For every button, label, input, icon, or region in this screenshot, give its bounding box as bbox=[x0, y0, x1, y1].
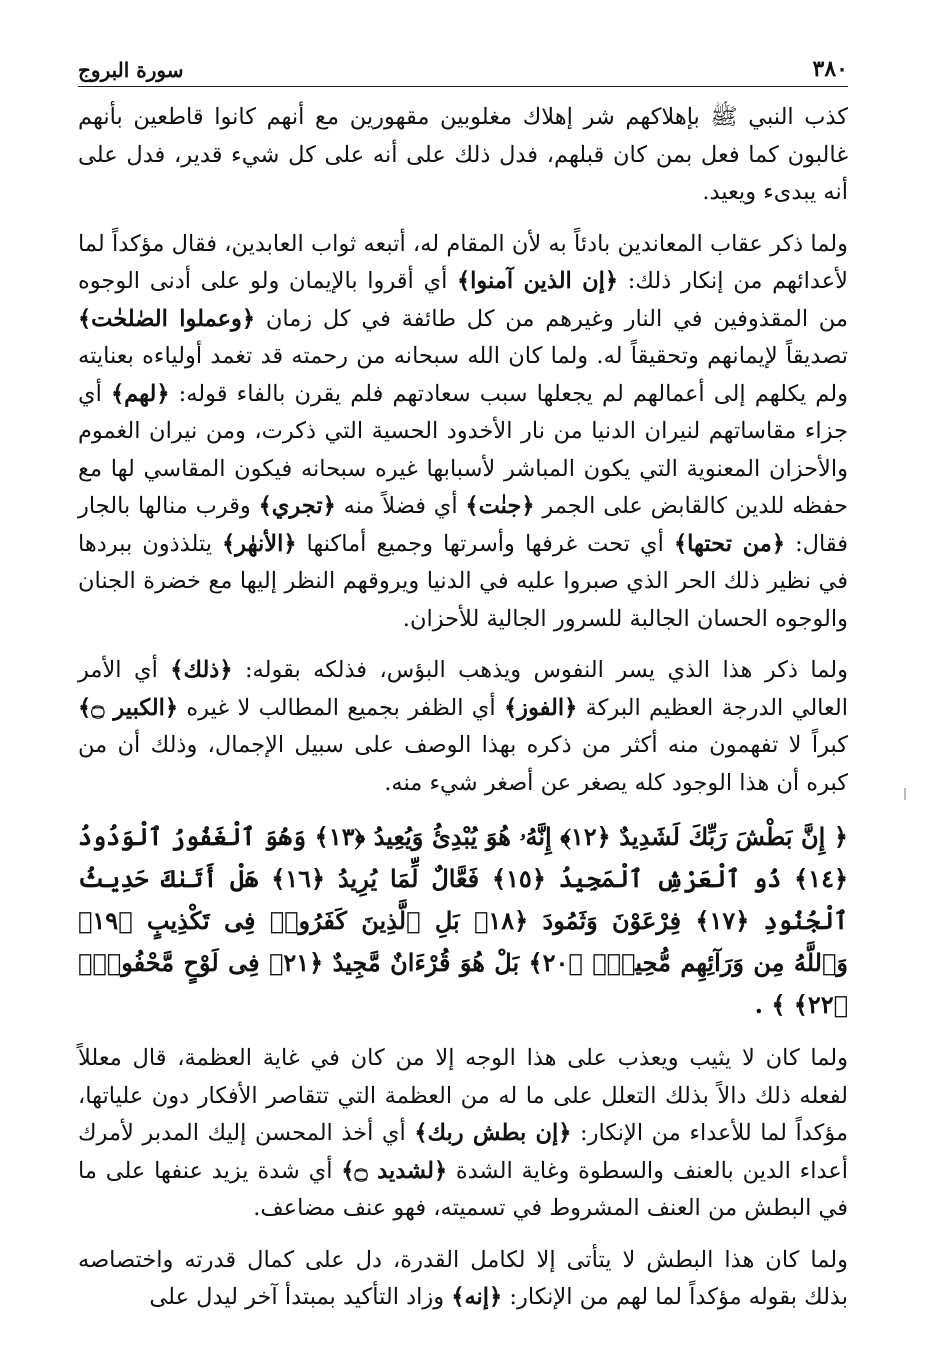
quran-quote: ﴿الأنهٰر﴾ bbox=[222, 530, 297, 557]
paragraph-text: أي أخذ المحسن إليك المدبر لأمرك أعداء الدين بالعنف والسطوة وغاية الشدة bbox=[78, 1120, 848, 1184]
quran-quote: ﴿لشديد ۝﴾ bbox=[341, 1157, 448, 1184]
margin-mark bbox=[904, 788, 906, 800]
paragraph-text: كبراً لا تفهمون منه أكثر من ذكره بهذا الوصف على سبيل الإجمال، وذلك أن من كبره أن هذا الوجود كله يصغر عن أصغر شيء منه. bbox=[78, 732, 848, 796]
page-number: ٣٨٠ bbox=[812, 56, 848, 82]
quran-quote: ﴿الفوز﴾ bbox=[503, 694, 578, 721]
paragraph-text: أي الظفر بجميع المطالب لا غيره bbox=[178, 694, 504, 721]
paragraph-text: كذب النبي ﷺ بإهلاكهم شر إهلاك مغلوبين مقهورين مع أنهم كانوا قاطعين بأنهم غالبون كما فعل بمن كان قبلهم، فدل ذلك على أنه على كل شيء قدير، فدل على أنه يبدىء ويعيد. bbox=[78, 104, 848, 205]
quran-quote: ﴿جنٰت﴾ bbox=[465, 493, 535, 519]
quran-quote: ﴿وعملوا الصٰلحٰت﴾ bbox=[78, 305, 256, 332]
paragraph-text: تصديقاً لإيمانهم وتحقيقاً له. ولما كان الله سبحانه من رحمته قد تغمد أولياءه بعنايته ولم يكلهم إلى أعمالهم لم يجعلها سبب سعادتهم فلم يقرن بالفاء قوله: bbox=[78, 343, 849, 407]
paragraph-text: ولما كان لا يثيب ويعذب على هذا الوجه إلا من كان في غاية العظمة، قال معللاً لفعله ذلك دالاً بذلك التعلل على ما له من العظمة التي تتقاصر الأفكار دون علياتها، مؤكداً لما للأعداء من الإنكار: bbox=[78, 1045, 849, 1146]
quran-quote: ﴿لهم﴾ bbox=[110, 380, 170, 407]
paragraph-3 bbox=[78, 652, 848, 802]
page bbox=[78, 48, 848, 1308]
paragraph-5 bbox=[78, 1242, 848, 1317]
paragraph-1 bbox=[78, 99, 848, 212]
paragraph-text: وقرب منالها بالجار فقال: bbox=[78, 493, 849, 557]
paragraph-text: وزاد التأكيد بمبتدأ آخر ليدل على bbox=[149, 1284, 452, 1310]
quran-quote: ﴿إن بطش ربك﴾ bbox=[414, 1120, 572, 1146]
paragraph-text: أي تحت غرفها وأسرتها وجميع أماكنها bbox=[296, 530, 674, 557]
quran-quote: ﴿إن الذين آمنوا﴾ bbox=[457, 268, 619, 294]
quran-quote: ﴿من تحتها﴾ bbox=[673, 530, 786, 557]
quran-verses-block: ﴿ إِنَّ بَطْشَ رَبِّكَ لَشَدِيدٌ ﴿١٢﴾ إِنَّهُۥ هُوَ يُبْدِئُ وَيُعِيدُ ﴿١٣﴾ وَهُوَ ٱلْغَفُورُ ٱلْوَدُودُ ﴿١٤﴾ ذُو ٱلْعَرْشِ ٱلْمَجِيدُ ﴿١٥﴾ فَعَّالٌ لِّمَا يُرِيدُ ﴿١٦﴾ هَلْ أَتَىٰكَ حَدِيثُ ٱلْجُنُودِ ﴿١٧﴾ فِرْعَوْنَ وَثَمُودَ ﴿١٨﴾ بَلِ ٱلَّذِينَ كَفَرُوا۟ فِى تَكْذِيبٍ ﴿١٩﴾ وَٱللَّهُ مِن وَرَآئِهِم مُّحِيطٌۢ ﴿٢٠﴾ بَلْ هُوَ قُرْءَانٌ مَّجِيدٌ ﴿٢١﴾ فِى لَوْحٍ مَّحْفُوظٍۭ ﴿٢٢﴾ ﴾ . bbox=[78, 822, 849, 1019]
quran-quote: ﴿إنه﴾ bbox=[451, 1284, 503, 1310]
paragraph-text: أي شدة يزيد عنفها على ما في البطش من العنف المشروط في تسميته، فهو عنف مضاعف. bbox=[78, 1157, 848, 1221]
paragraph-4 bbox=[78, 1040, 848, 1228]
quran-quote: ﴿ذلك﴾ bbox=[170, 657, 233, 683]
paragraph-text: أي الأمر العالي الدرجة العظيم البركة bbox=[78, 657, 848, 721]
paragraph-text: يتلذذون ببردها في نظير ذلك الحر الذي صبروا عليه في الدنيا ويروقهم النظر إليها مع خضرة الجنان والوجوه الحسان الجالبة للسرور الجالية للأحزان. bbox=[78, 530, 848, 632]
paragraph-text: ولما ذكر هذا الذي يسر النفوس ويذهب البؤس، فذلكه بقوله: bbox=[232, 657, 848, 683]
quran-quote: ﴿الكبير ۝﴾ bbox=[78, 694, 179, 721]
paragraph-text: ولما كان هذا البطش لا يتأتى إلا لكامل القدرة، دل على كمال قدرته واختصاصه بذلك بقوله مؤكداً لما لهم من الإنكار: bbox=[78, 1246, 848, 1310]
paragraph-text: أي أقروا بالإيمان ولو على أدنى الوجوه من المقذوفين في النار وغيرهم من كل طائفة في كل زمان bbox=[78, 268, 848, 332]
paragraph-text: أي فضلاً منه bbox=[335, 493, 466, 519]
body-text bbox=[78, 99, 848, 1317]
surah-title: سورة البروج bbox=[78, 58, 184, 82]
page-header bbox=[78, 48, 848, 87]
paragraph-text: ولما ذكر عقاب المعاندين بادئاً به لأن المقام له، أتبعه ثواب العابدين، فقال مؤكداً لما لأعدائهم من إنكار ذلك: bbox=[78, 230, 848, 294]
paragraph-2 bbox=[78, 226, 848, 639]
quran-quote: ﴿تجري﴾ bbox=[258, 493, 336, 519]
paragraph-text: أي جزاء مقاساتهم لنيران الدنيا من نار الأخدود الحسية التي ذكرت، ومن نيران الغموم والأحزان المعنوية التي يكون المباشر لأسبابها غيره سبحانه فيكون المقاسي لها مع حفظه للدين كالقابض على الجمر bbox=[78, 380, 849, 519]
